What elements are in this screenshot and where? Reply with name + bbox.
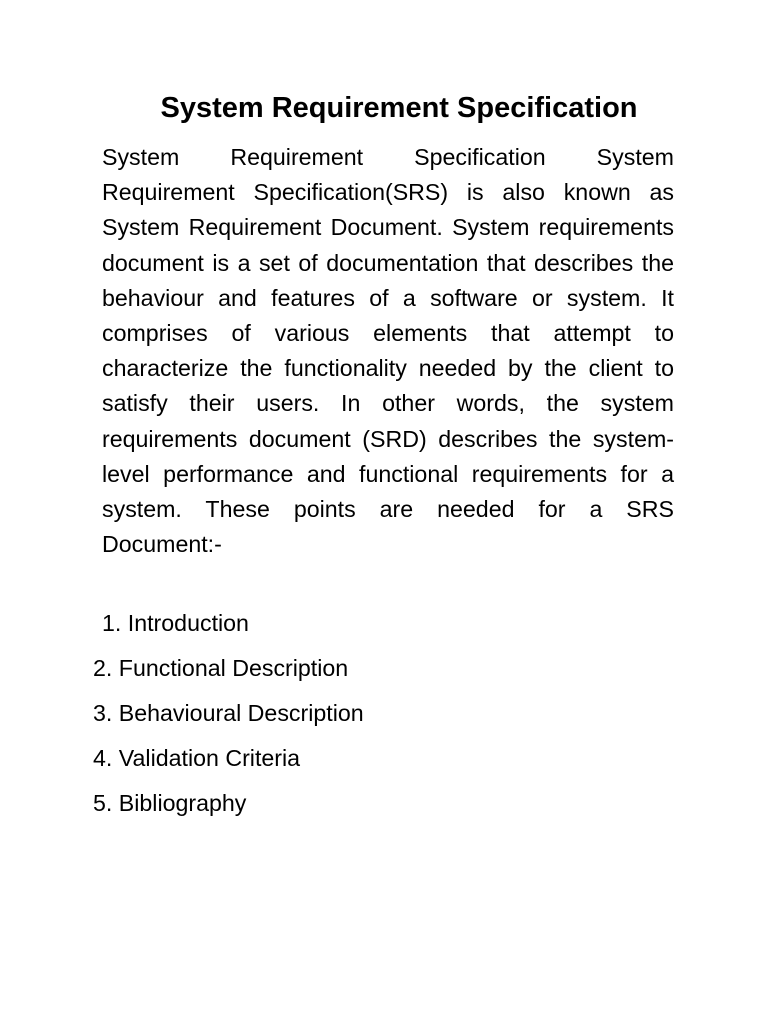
list-item: 5. Bibliography	[93, 790, 247, 816]
list-item: 3. Behavioural Description	[93, 700, 364, 726]
list-item: 4. Validation Criteria	[93, 745, 301, 771]
list-item: 2. Functional Description	[93, 655, 349, 681]
document-title: System Requirement Specification	[160, 92, 638, 124]
body-paragraph: System Requirement Specification System Requirement Specification(SRS) is also known as System Requirement Document. System requirements document is a set of documentation that describes the behaviour and features of a software or system. It comprises of various elements that attempt to characterize the functionality needed by the client to satisfy their users. In other words, the system requirements document (SRD) describes the system-level performance and functional requirements for a system. These points are needed for a SRS Document:-	[102, 144, 674, 558]
list-item: 1. Introduction	[102, 610, 249, 636]
